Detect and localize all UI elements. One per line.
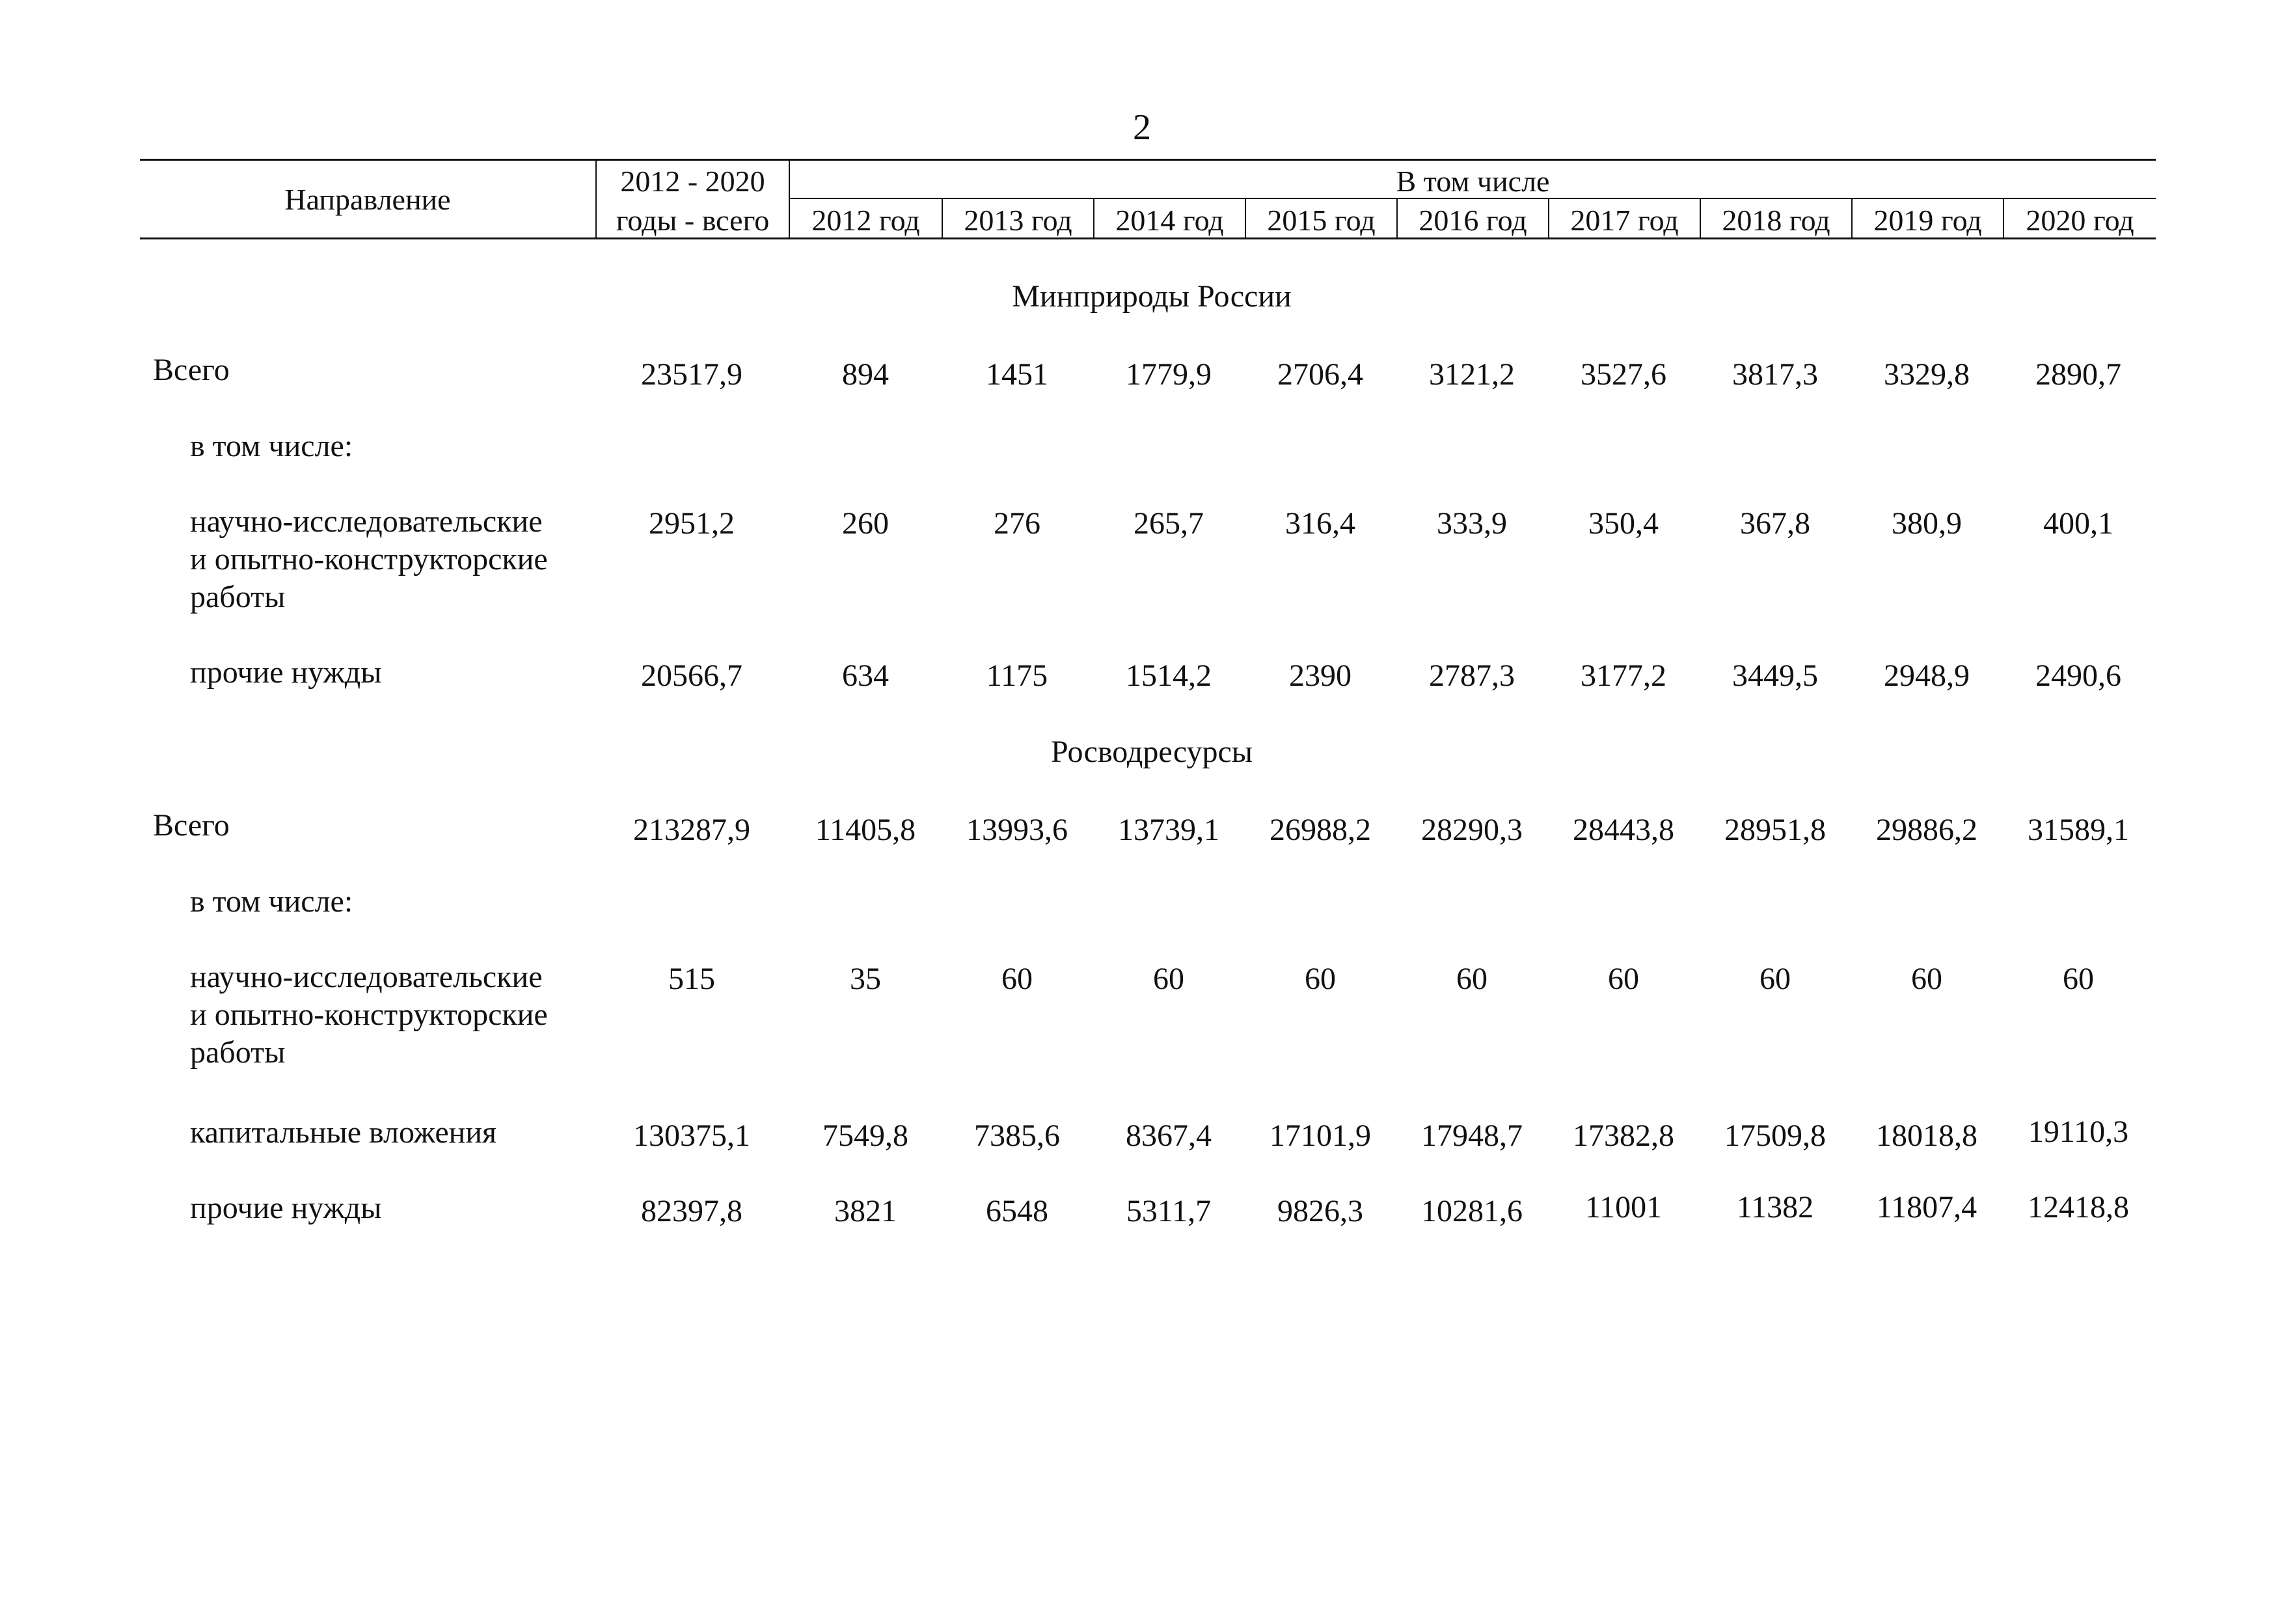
- header-year: 2016 год: [1419, 204, 1527, 237]
- cell-value: 213287,9: [633, 813, 750, 847]
- cell-value: 28290,3: [1421, 813, 1523, 847]
- cell-value: 3329,8: [1884, 357, 1970, 392]
- section-title: Минприроды России: [1012, 279, 1292, 314]
- cell-value: 60: [2063, 962, 2094, 996]
- cell-value: 2890,7: [2035, 357, 2121, 392]
- cell-value: 13739,1: [1118, 813, 1219, 847]
- cell-value: 3527,6: [1581, 357, 1666, 392]
- subheader-rule: [789, 198, 2156, 199]
- cell-value: 10281,6: [1421, 1194, 1523, 1228]
- header-year: 2020 год: [2026, 204, 2134, 237]
- cell-value: 3817,3: [1732, 357, 1818, 392]
- row-label-line: научно-исследовательские: [190, 504, 543, 539]
- header-direction: Направление: [284, 183, 451, 216]
- header-year: 2017 год: [1570, 204, 1679, 237]
- cell-value: 60: [1153, 962, 1184, 996]
- row-label: капитальные вложения: [190, 1115, 497, 1150]
- row-label-line: работы: [190, 580, 286, 614]
- cell-value: 1779,9: [1126, 357, 1212, 392]
- cell-value: 7549,8: [822, 1118, 908, 1153]
- cell-value: 60: [1608, 962, 1639, 996]
- header-bottom-rule: [140, 237, 2156, 239]
- cell-value: 2390: [1289, 658, 1352, 693]
- cell-value: 2706,4: [1277, 357, 1363, 392]
- cell-value: 2951,2: [649, 506, 735, 541]
- cell-value: 19110,3: [2028, 1115, 2129, 1149]
- cell-value: 130375,1: [633, 1118, 750, 1153]
- cell-value: 276: [994, 506, 1040, 541]
- header-year: 2018 год: [1722, 204, 1830, 237]
- cell-value: 11382: [1736, 1190, 1814, 1225]
- row-label-line: и опытно-конструкторские: [190, 542, 548, 576]
- cell-value: 31589,1: [2028, 813, 2129, 847]
- header-total-line2: годы - всего: [616, 204, 770, 237]
- header-year: 2019 год: [1873, 204, 1982, 237]
- row-label: в том числе:: [190, 429, 353, 463]
- cell-value: 1451: [986, 357, 1048, 392]
- row-label-line: и опытно-конструкторские: [190, 997, 548, 1032]
- cell-value: 367,8: [1740, 506, 1810, 541]
- cell-value: 2490,6: [2035, 658, 2121, 693]
- cell-value: 60: [1305, 962, 1336, 996]
- cell-value: 1175: [986, 658, 1048, 693]
- cell-value: 515: [668, 962, 715, 996]
- cell-value: 13993,6: [966, 813, 1068, 847]
- row-label: Всего: [153, 353, 230, 387]
- cell-value: 28443,8: [1573, 813, 1674, 847]
- cell-value: 28951,8: [1724, 813, 1826, 847]
- cell-value: 17101,9: [1270, 1118, 1371, 1153]
- header-year: 2014 год: [1115, 204, 1224, 237]
- cell-value: 60: [1911, 962, 1942, 996]
- cell-value: 2948,9: [1884, 658, 1970, 693]
- page-number: 2: [1133, 107, 1151, 148]
- row-label: в том числе:: [190, 884, 353, 919]
- header-total-line1: 2012 - 2020: [620, 165, 765, 198]
- cell-value: 3449,5: [1732, 658, 1818, 693]
- cell-value: 60: [1759, 962, 1791, 996]
- cell-value: 3177,2: [1581, 658, 1666, 693]
- cell-value: 400,1: [2043, 506, 2113, 541]
- cell-value: 60: [1456, 962, 1487, 996]
- cell-value: 23517,9: [641, 357, 742, 392]
- cell-value: 26988,2: [1270, 813, 1371, 847]
- cell-value: 17382,8: [1573, 1118, 1674, 1153]
- cell-value: 380,9: [1892, 506, 1962, 541]
- cell-value: 2787,3: [1429, 658, 1515, 693]
- header-including: В том числе: [1396, 165, 1550, 198]
- cell-value: 18018,8: [1876, 1118, 1977, 1153]
- cell-value: 11405,8: [815, 813, 916, 847]
- header-year: 2015 год: [1267, 204, 1376, 237]
- cell-value: 60: [1001, 962, 1033, 996]
- cell-value: 20566,7: [641, 658, 742, 693]
- cell-value: 894: [842, 357, 889, 392]
- cell-value: 5311,7: [1126, 1194, 1212, 1228]
- cell-value: 29886,2: [1876, 813, 1977, 847]
- cell-value: 6548: [986, 1194, 1048, 1228]
- cell-value: 634: [842, 658, 889, 693]
- section-title: Росводресурсы: [1050, 735, 1253, 769]
- cell-value: 265,7: [1134, 506, 1204, 541]
- cell-value: 1514,2: [1126, 658, 1212, 693]
- table-top-rule: [140, 159, 2156, 161]
- cell-value: 333,9: [1437, 506, 1507, 541]
- cell-value: 35: [850, 962, 881, 996]
- cell-value: 316,4: [1285, 506, 1355, 541]
- cell-value: 3121,2: [1429, 357, 1515, 392]
- cell-value: 11001: [1584, 1190, 1663, 1225]
- row-label: прочие нужды: [190, 1191, 382, 1225]
- row-label-line: работы: [190, 1035, 286, 1070]
- cell-value: 82397,8: [641, 1194, 742, 1228]
- cell-value: 12418,8: [2028, 1190, 2129, 1225]
- row-label-line: научно-исследовательские: [190, 960, 543, 994]
- header-year: 2012 год: [811, 204, 920, 237]
- cell-value: 17509,8: [1724, 1118, 1826, 1153]
- cell-value: 7385,6: [974, 1118, 1060, 1153]
- cell-value: 9826,3: [1277, 1194, 1363, 1228]
- cell-value: 350,4: [1588, 506, 1659, 541]
- cell-value: 3821: [834, 1194, 897, 1228]
- cell-value: 8367,4: [1126, 1118, 1212, 1153]
- cell-value: 17948,7: [1421, 1118, 1523, 1153]
- row-label: Всего: [153, 808, 230, 843]
- cell-value: 260: [842, 506, 889, 541]
- cell-value: 11807,4: [1876, 1190, 1977, 1225]
- row-label: прочие нужды: [190, 655, 382, 690]
- header-year: 2013 год: [964, 204, 1072, 237]
